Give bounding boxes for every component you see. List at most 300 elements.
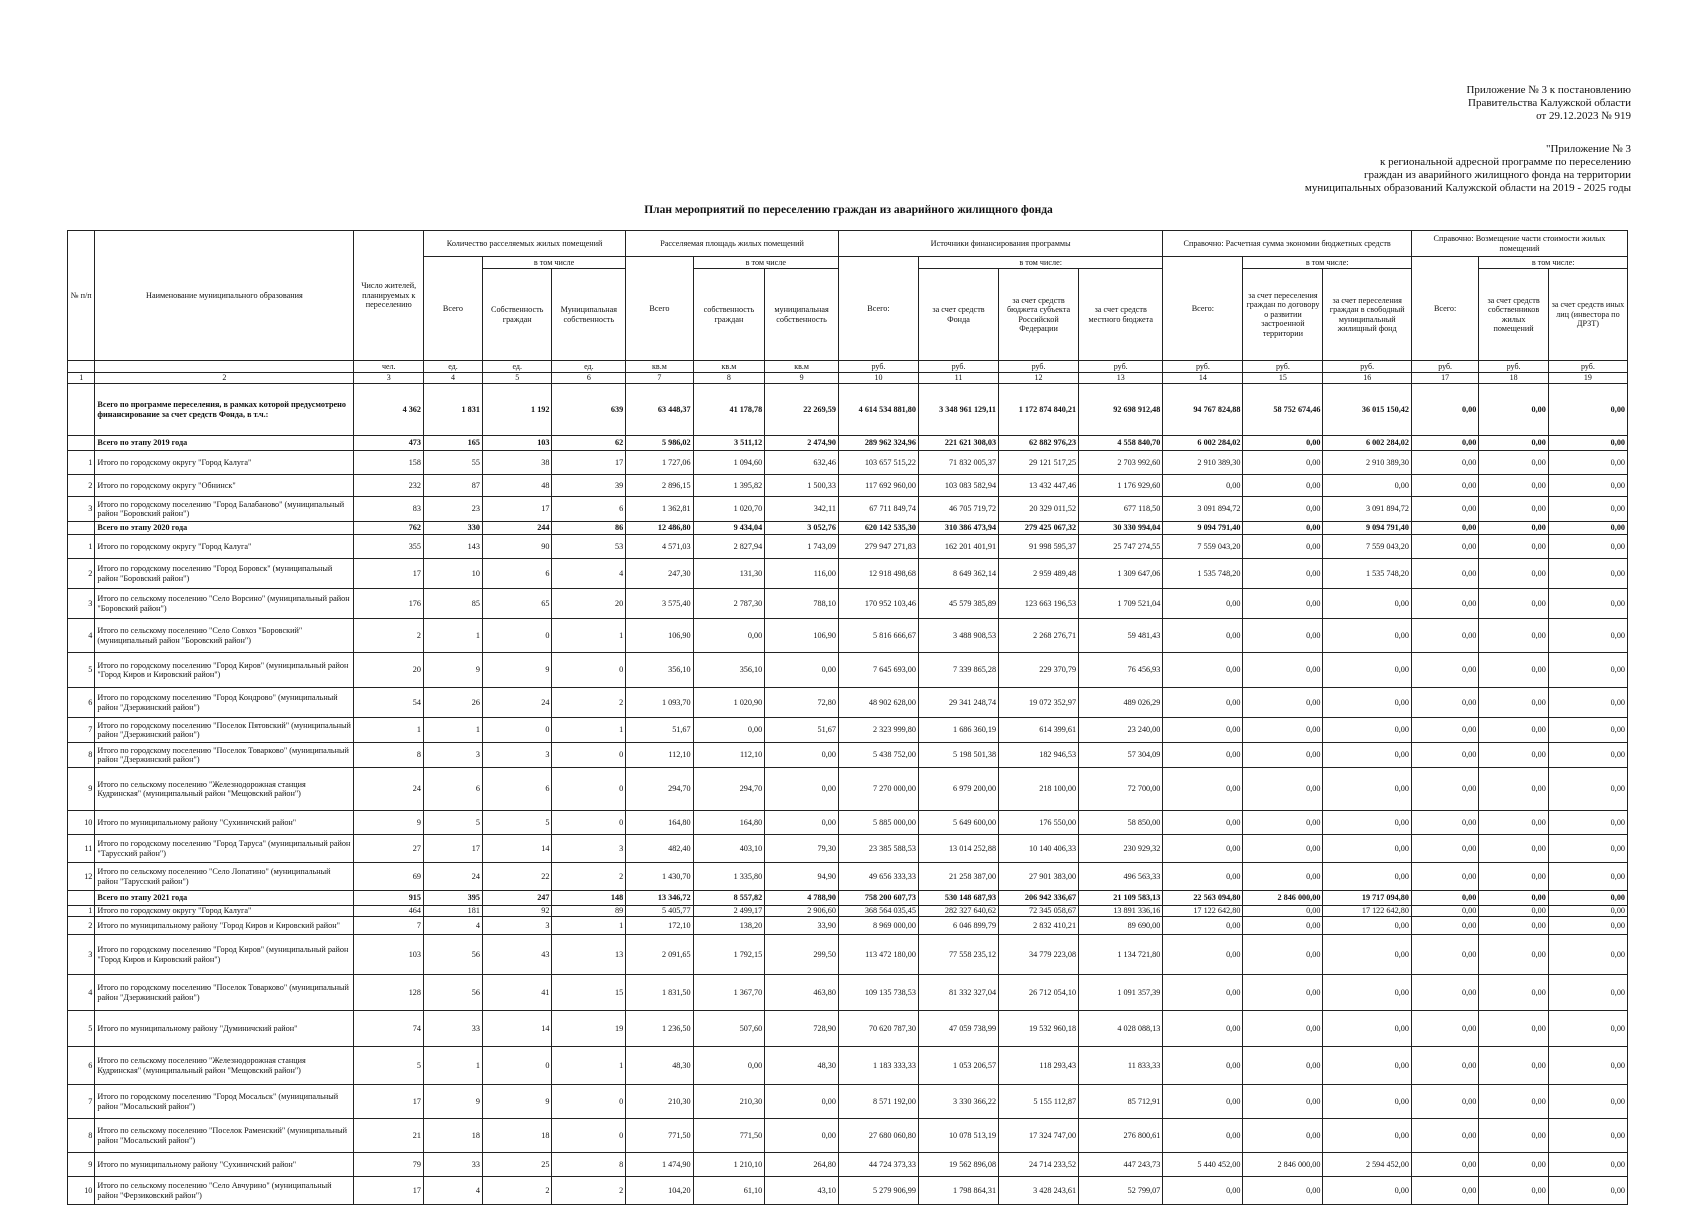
value-cell: 4 — [552, 559, 626, 589]
unit-cell: кв.м — [626, 361, 693, 373]
appendix-line: от 29.12.2023 № 919 — [1536, 110, 1631, 122]
value-cell: 41 178,78 — [693, 384, 765, 436]
value-cell: 0,00 — [1243, 906, 1323, 917]
value-cell: 2 787,30 — [693, 589, 765, 619]
table-row — [68, 1047, 1628, 1085]
value-cell: 5 438 752,00 — [838, 743, 918, 768]
value-cell: 138,20 — [693, 917, 765, 935]
value-cell: 116,00 — [765, 559, 839, 589]
value-cell: 276 800,61 — [1079, 1119, 1163, 1153]
value-cell: 0,00 — [1163, 688, 1243, 718]
value-cell: 0,00 — [1323, 589, 1411, 619]
value-cell: 247 — [482, 891, 552, 906]
value-cell: 13 432 447,46 — [999, 475, 1079, 497]
municipality-name: Итого по городскому поселению "Город Кондрово" (муниципальный район "Дзержинский район") — [95, 688, 354, 718]
municipality-name: Итого по городскому округу "Город Калуга" — [95, 535, 354, 559]
value-cell: 20 329 011,52 — [999, 497, 1079, 522]
value-cell: 0,00 — [1411, 743, 1478, 768]
program-line: муниципальных образований Калужской области на 2019 - 2025 годы — [1304, 182, 1631, 194]
value-cell: 25 — [482, 1153, 552, 1177]
unit-cell: руб. — [1163, 361, 1243, 373]
value-cell: 48,30 — [626, 1047, 693, 1085]
value-cell: 6 046 899,79 — [918, 917, 998, 935]
value-cell: 36 015 150,42 — [1323, 384, 1411, 436]
value-cell: 0,00 — [1243, 653, 1323, 688]
value-cell: 6 979 200,00 — [918, 768, 998, 811]
value-cell: 0,00 — [1323, 768, 1411, 811]
value-cell: 1 362,81 — [626, 497, 693, 522]
value-cell: 0,00 — [1479, 1153, 1549, 1177]
value-cell: 0,00 — [1548, 475, 1627, 497]
value-cell: 0,00 — [1479, 1011, 1549, 1047]
value-cell: 4 558 840,70 — [1079, 436, 1163, 451]
row-index: 6 — [68, 688, 95, 718]
value-cell: 0,00 — [1411, 384, 1478, 436]
municipality-name: Итого по муниципальному району "Сухиничский район" — [95, 811, 354, 835]
value-cell: 0,00 — [1243, 768, 1323, 811]
municipality-name: Всего по этапу 2021 года — [95, 891, 354, 906]
value-cell: 0 — [552, 1119, 626, 1153]
value-cell: 19 — [552, 1011, 626, 1047]
value-cell: 0,00 — [1163, 589, 1243, 619]
value-cell: 0,00 — [765, 653, 839, 688]
row-index: 5 — [68, 1011, 95, 1047]
value-cell: 51,67 — [765, 718, 839, 743]
value-cell: 247,30 — [626, 559, 693, 589]
compensation-owners-header: за счет средств собственников жилых помещений — [1479, 269, 1549, 361]
value-cell: 1 172 874 840,21 — [999, 384, 1079, 436]
area-total-header: Всего — [626, 257, 693, 361]
municipality-name: Всего по программе переселения, в рамках которой предусмотрено финансирование за счет средств Фонда, в т.ч.: — [95, 384, 354, 436]
value-cell: 0,00 — [1411, 451, 1478, 475]
table-row — [68, 768, 1628, 811]
value-cell: 2 323 999,80 — [838, 718, 918, 743]
group-funding-header: Источники финансирования программы — [838, 231, 1162, 257]
row-index — [68, 891, 95, 906]
municipality-name: Итого по городскому округу "Обнинск" — [95, 475, 354, 497]
row-index: 1 — [68, 906, 95, 917]
value-cell: 1 192 — [482, 384, 552, 436]
rooms-municipal-header: Муниципальная собственность — [552, 269, 626, 361]
value-cell: 0,00 — [1163, 1011, 1243, 1047]
value-cell: 48,30 — [765, 1047, 839, 1085]
value-cell: 26 712 054,10 — [999, 975, 1079, 1011]
value-cell: 15 — [552, 975, 626, 1011]
value-cell: 20 — [552, 589, 626, 619]
value-cell: 86 — [552, 522, 626, 535]
value-cell: 14 — [482, 835, 552, 863]
plan-body — [68, 384, 1628, 1205]
table-row — [68, 535, 1628, 559]
value-cell: 2 091,65 — [626, 935, 693, 975]
value-cell: 29 341 248,74 — [918, 688, 998, 718]
value-cell: 5 405,77 — [626, 906, 693, 917]
value-cell: 58 752 674,46 — [1243, 384, 1323, 436]
municipality-name: Итого по городскому поселению "Поселок Товарково" (муниципальный район "Дзержинский район") — [95, 743, 354, 768]
value-cell: 85 712,91 — [1079, 1085, 1163, 1119]
unit-cell: кв.м — [693, 361, 765, 373]
value-cell: 10 140 406,33 — [999, 835, 1079, 863]
value-cell: 0,00 — [765, 743, 839, 768]
municipality-name: Итого по сельскому поселению "Село Авчурино" (муниципальный район "Ферзиковский район") — [95, 1177, 354, 1205]
value-cell: 0,00 — [1479, 835, 1549, 863]
value-cell: 762 — [354, 522, 424, 535]
value-cell: 0,00 — [1411, 497, 1478, 522]
value-cell: 0 — [552, 768, 626, 811]
value-cell: 482,40 — [626, 835, 693, 863]
value-cell: 0,00 — [1163, 619, 1243, 653]
value-cell: 0,00 — [1323, 475, 1411, 497]
value-cell: 13 — [552, 935, 626, 975]
value-cell: 1 134 721,80 — [1079, 935, 1163, 975]
value-cell: 72,80 — [765, 688, 839, 718]
value-cell: 2 896,15 — [626, 475, 693, 497]
value-cell: 76 456,93 — [1079, 653, 1163, 688]
value-cell: 109 135 738,53 — [838, 975, 918, 1011]
value-cell: 0,00 — [1163, 811, 1243, 835]
value-cell: 0,00 — [1323, 619, 1411, 653]
value-cell: 1 — [423, 619, 482, 653]
value-cell: 45 579 385,89 — [918, 589, 998, 619]
value-cell: 0,00 — [693, 619, 765, 653]
value-cell: 55 — [423, 451, 482, 475]
value-cell: 279 425 067,32 — [999, 522, 1079, 535]
value-cell: 13 891 336,16 — [1079, 906, 1163, 917]
value-cell: 2 910 389,30 — [1323, 451, 1411, 475]
value-cell: 0,00 — [1163, 475, 1243, 497]
funding-local-header: за счет средств местного бюджета — [1079, 269, 1163, 361]
value-cell: 47 059 738,99 — [918, 1011, 998, 1047]
value-cell: 0,00 — [1323, 835, 1411, 863]
row-index: 10 — [68, 811, 95, 835]
value-cell: 0,00 — [1323, 688, 1411, 718]
column-number: 6 — [552, 373, 626, 384]
value-cell: 1 — [354, 718, 424, 743]
municipality-name: Итого по муниципальному району "Сухиничский район" — [95, 1153, 354, 1177]
value-cell: 9 — [482, 1085, 552, 1119]
value-cell: 0,00 — [1411, 1153, 1478, 1177]
value-cell: 0,00 — [1479, 653, 1549, 688]
value-cell: 0,00 — [1548, 535, 1627, 559]
value-cell: 0,00 — [1479, 935, 1549, 975]
value-cell: 39 — [552, 475, 626, 497]
value-cell: 4 614 534 881,80 — [838, 384, 918, 436]
value-cell: 9 — [423, 1085, 482, 1119]
value-cell: 1 176 929,60 — [1079, 475, 1163, 497]
row-index: 4 — [68, 975, 95, 1011]
value-cell: 5 — [482, 811, 552, 835]
value-cell: 1 — [423, 718, 482, 743]
value-cell: 0,00 — [1163, 653, 1243, 688]
value-cell: 70 620 787,30 — [838, 1011, 918, 1047]
value-cell: 14 — [482, 1011, 552, 1047]
program-line: к региональной адресной программе по переселению — [1380, 156, 1631, 168]
value-cell: 0 — [552, 1085, 626, 1119]
value-cell: 143 — [423, 535, 482, 559]
value-cell: 1 727,06 — [626, 451, 693, 475]
value-cell: 230 929,32 — [1079, 835, 1163, 863]
value-cell: 1 831 — [423, 384, 482, 436]
value-cell: 1 395,82 — [693, 475, 765, 497]
value-cell: 4 028 088,13 — [1079, 1011, 1163, 1047]
value-cell: 0,00 — [1243, 743, 1323, 768]
row-index: 6 — [68, 1047, 95, 1085]
value-cell: 0,00 — [1479, 619, 1549, 653]
value-cell: 0,00 — [1548, 835, 1627, 863]
value-cell: 0,00 — [1548, 975, 1627, 1011]
value-cell: 0,00 — [1323, 718, 1411, 743]
value-cell: 0,00 — [1479, 559, 1549, 589]
column-number: 9 — [765, 373, 839, 384]
value-cell: 112,10 — [693, 743, 765, 768]
value-cell: 79 — [354, 1153, 424, 1177]
compensation-including-header: в том числе: — [1479, 257, 1628, 269]
value-cell: 0,00 — [1479, 975, 1549, 1011]
value-cell: 8 — [354, 743, 424, 768]
column-number: 1 — [68, 373, 95, 384]
value-cell: 17 — [354, 559, 424, 589]
value-cell: 356,10 — [626, 653, 693, 688]
unit-cell: руб. — [1479, 361, 1549, 373]
value-cell: 0,00 — [1479, 688, 1549, 718]
value-cell: 94 767 824,88 — [1163, 384, 1243, 436]
value-cell: 58 850,00 — [1079, 811, 1163, 835]
municipality-name: Итого по муниципальному району "Город Киров и Кировский район" — [95, 917, 354, 935]
municipality-name: Итого по сельскому поселению "Железнодорожная станция Кудринская" (муниципальный район "Мещовский район") — [95, 1047, 354, 1085]
value-cell: 0,00 — [1163, 1085, 1243, 1119]
value-cell: 0,00 — [1163, 768, 1243, 811]
value-cell: 0,00 — [1411, 906, 1478, 917]
row-index: 3 — [68, 589, 95, 619]
value-cell: 1 — [423, 1047, 482, 1085]
value-cell: 2 832 410,21 — [999, 917, 1079, 935]
value-cell: 5 649 600,00 — [918, 811, 998, 835]
value-cell: 17 324 747,00 — [999, 1119, 1079, 1153]
unit-cell — [95, 361, 354, 373]
value-cell: 27 — [354, 835, 424, 863]
value-cell: 0,00 — [1479, 384, 1549, 436]
unit-cell: руб. — [918, 361, 998, 373]
value-cell: 17 — [354, 1177, 424, 1205]
value-cell: 5 816 666,67 — [838, 619, 918, 653]
value-cell: 0,00 — [765, 1085, 839, 1119]
value-cell: 1 210,10 — [693, 1153, 765, 1177]
row-index: 8 — [68, 1119, 95, 1153]
value-cell: 17 122 642,80 — [1163, 906, 1243, 917]
value-cell: 0,00 — [1323, 1085, 1411, 1119]
program-line: "Приложение № 3 — [1545, 143, 1631, 155]
table-row — [68, 1119, 1628, 1153]
value-cell: 310 386 473,94 — [918, 522, 998, 535]
value-cell: 2 827,94 — [693, 535, 765, 559]
table-row — [68, 497, 1628, 522]
value-cell: 0,00 — [1548, 653, 1627, 688]
value-cell: 677 118,50 — [1079, 497, 1163, 522]
column-number: 4 — [423, 373, 482, 384]
value-cell: 0,00 — [1479, 497, 1549, 522]
value-cell: 0,00 — [1479, 1085, 1549, 1119]
value-cell: 4 — [423, 917, 482, 935]
value-cell: 22 563 094,80 — [1163, 891, 1243, 906]
value-cell: 9 094 791,40 — [1163, 522, 1243, 535]
value-cell: 0,00 — [1243, 917, 1323, 935]
value-cell: 56 — [423, 975, 482, 1011]
value-cell: 1 743,09 — [765, 535, 839, 559]
value-cell: 12 486,80 — [626, 522, 693, 535]
value-cell: 148 — [552, 891, 626, 906]
value-cell: 6 — [482, 559, 552, 589]
funding-total-header: Всего: — [838, 257, 918, 361]
municipality-name: Итого по сельскому поселению "Село Совхоз "Боровский" (муниципальный район "Боровский район") — [95, 619, 354, 653]
value-cell: 17 — [552, 451, 626, 475]
unit-cell: ед. — [482, 361, 552, 373]
row-index: 3 — [68, 497, 95, 522]
value-cell: 57 304,09 — [1079, 743, 1163, 768]
value-cell: 103 083 582,94 — [918, 475, 998, 497]
value-cell: 4 788,90 — [765, 891, 839, 906]
value-cell: 0,00 — [1243, 835, 1323, 863]
value-cell: 103 657 515,22 — [838, 451, 918, 475]
value-cell: 771,50 — [626, 1119, 693, 1153]
value-cell: 403,10 — [693, 835, 765, 863]
value-cell: 0,00 — [1411, 1047, 1478, 1085]
value-cell: 0,00 — [1323, 975, 1411, 1011]
value-cell: 0,00 — [1243, 535, 1323, 559]
value-cell: 170 952 103,46 — [838, 589, 918, 619]
value-cell: 3 511,12 — [693, 436, 765, 451]
municipality-name: Итого по городскому поселению "Поселок Товарково" (муниципальный район "Дзержинский район") — [95, 975, 354, 1011]
value-cell: 8 649 362,14 — [918, 559, 998, 589]
value-cell: 0,00 — [1479, 863, 1549, 891]
municipality-name: Итого по городскому поселению "Город Киров" (муниципальный район "Город Киров и Кировский район") — [95, 653, 354, 688]
value-cell: 3 488 908,53 — [918, 619, 998, 653]
compensation-total-header: Всего: — [1411, 257, 1478, 361]
value-cell: 0,00 — [1243, 1119, 1323, 1153]
value-cell: 0 — [552, 653, 626, 688]
value-cell: 1 — [552, 1047, 626, 1085]
value-cell: 2 474,90 — [765, 436, 839, 451]
value-cell: 1 686 360,19 — [918, 718, 998, 743]
value-cell: 3 348 961 129,11 — [918, 384, 998, 436]
value-cell: 52 799,07 — [1079, 1177, 1163, 1205]
value-cell: 17 — [354, 1085, 424, 1119]
value-cell: 8 — [552, 1153, 626, 1177]
value-cell: 0,00 — [1411, 1011, 1478, 1047]
unit-cell: руб. — [838, 361, 918, 373]
value-cell: 368 564 035,45 — [838, 906, 918, 917]
table-row — [68, 743, 1628, 768]
value-cell: 0,00 — [1163, 743, 1243, 768]
value-cell: 2 — [552, 688, 626, 718]
value-cell: 48 902 628,00 — [838, 688, 918, 718]
savings-total-header: Всего: — [1163, 257, 1243, 361]
value-cell: 26 — [423, 688, 482, 718]
value-cell: 0,00 — [1411, 863, 1478, 891]
value-cell: 21 109 583,13 — [1079, 891, 1163, 906]
value-cell: 464 — [354, 906, 424, 917]
value-cell: 395 — [423, 891, 482, 906]
table-row — [68, 718, 1628, 743]
value-cell: 788,10 — [765, 589, 839, 619]
value-cell: 22 269,59 — [765, 384, 839, 436]
value-cell: 632,46 — [765, 451, 839, 475]
value-cell: 89 690,00 — [1079, 917, 1163, 935]
value-cell: 19 717 094,80 — [1323, 891, 1411, 906]
compensation-other-header: за счет средств иных лиц (инвестора по ДРЗТ) — [1548, 269, 1627, 361]
value-cell: 162 201 401,91 — [918, 535, 998, 559]
municipality-name: Итого по сельскому поселению "Село Лопатино" (муниципальный район "Тарусский район") — [95, 863, 354, 891]
value-cell: 23 240,00 — [1079, 718, 1163, 743]
value-cell: 1 — [552, 718, 626, 743]
value-cell: 72 345 058,67 — [999, 906, 1079, 917]
value-cell: 106,90 — [626, 619, 693, 653]
value-cell: 83 — [354, 497, 424, 522]
value-cell: 5 440 452,00 — [1163, 1153, 1243, 1177]
municipality-name: Итого по городскому поселению "Город Боровск" (муниципальный район "Боровский район") — [95, 559, 354, 589]
value-cell: 182 946,53 — [999, 743, 1079, 768]
group-compensation-header: Справочно: Возмещение части стоимости жилых помещений — [1411, 231, 1627, 257]
value-cell: 63 448,37 — [626, 384, 693, 436]
table-row — [68, 811, 1628, 835]
value-cell: 91 998 595,37 — [999, 535, 1079, 559]
value-cell: 1 709 521,04 — [1079, 589, 1163, 619]
value-cell: 0,00 — [1411, 619, 1478, 653]
value-cell: 264,80 — [765, 1153, 839, 1177]
column-number: 5 — [482, 373, 552, 384]
value-cell: 0 — [482, 619, 552, 653]
value-cell: 282 327 640,62 — [918, 906, 998, 917]
value-cell: 0 — [552, 811, 626, 835]
value-cell: 0,00 — [1243, 975, 1323, 1011]
funding-including-header: в том числе: — [918, 257, 1162, 269]
value-cell: 0,00 — [1323, 743, 1411, 768]
value-cell: 3 — [482, 743, 552, 768]
municipality-name: Итого по городскому поселению "Поселок Пятовский" (муниципальный район "Дзержинский район") — [95, 718, 354, 743]
municipality-name: Итого по городскому поселению "Город Балабаново" (муниципальный район "Боровский район") — [95, 497, 354, 522]
value-cell: 5 885 000,00 — [838, 811, 918, 835]
funding-fund-header: за счет средств Фонда — [918, 269, 998, 361]
value-cell: 0,00 — [1411, 436, 1478, 451]
value-cell: 10 — [423, 559, 482, 589]
row-index — [68, 436, 95, 451]
value-cell: 294,70 — [626, 768, 693, 811]
table-row — [68, 1153, 1628, 1177]
value-cell: 0,00 — [1163, 863, 1243, 891]
value-cell: 1 500,33 — [765, 475, 839, 497]
value-cell: 22 — [482, 863, 552, 891]
value-cell: 5 — [423, 811, 482, 835]
value-cell: 0,00 — [1323, 1177, 1411, 1205]
value-cell: 9 — [354, 811, 424, 835]
value-cell: 89 — [552, 906, 626, 917]
value-cell: 71 832 005,37 — [918, 451, 998, 475]
value-cell: 0,00 — [1411, 891, 1478, 906]
value-cell: 1 094,60 — [693, 451, 765, 475]
value-cell: 56 — [423, 935, 482, 975]
value-cell: 2 906,60 — [765, 906, 839, 917]
value-cell: 3 575,40 — [626, 589, 693, 619]
value-cell: 7 559 043,20 — [1323, 535, 1411, 559]
value-cell: 0,00 — [1479, 811, 1549, 835]
value-cell: 0,00 — [1243, 559, 1323, 589]
rooms-including-header: в том числе — [482, 257, 625, 269]
value-cell: 27 901 383,00 — [999, 863, 1079, 891]
value-cell: 7 — [354, 917, 424, 935]
municipality-name: Итого по городскому поселению "Город Киров" (муниципальный район "Город Киров и Кировский район") — [95, 935, 354, 975]
value-cell: 41 — [482, 975, 552, 1011]
unit-cell: руб. — [1548, 361, 1627, 373]
value-cell: 20 — [354, 653, 424, 688]
